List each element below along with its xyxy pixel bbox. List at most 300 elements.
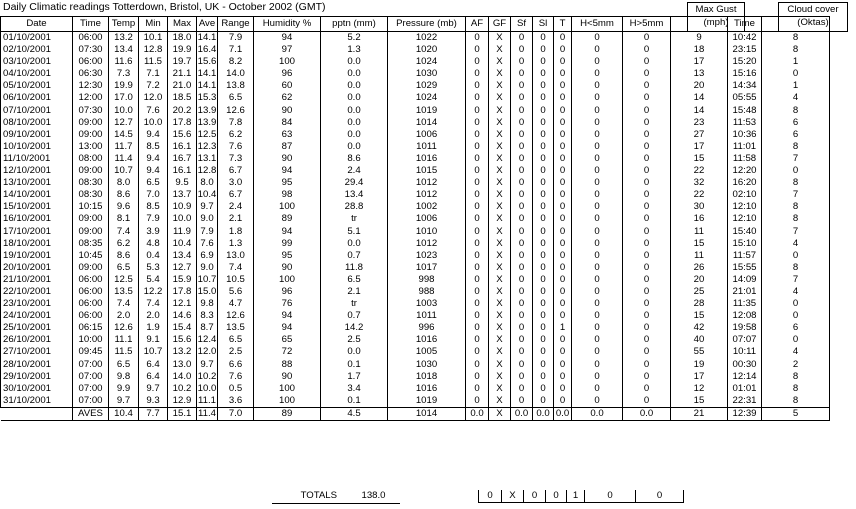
- cell-max-gust: 18: [671, 44, 728, 56]
- cell-max: 12.9: [168, 395, 197, 408]
- cell-gust-time: 15:10: [728, 238, 762, 250]
- table-row: [1, 346, 830, 358]
- col-header-gust-time: Time: [728, 17, 762, 32]
- cell-gust-time: 10:36: [728, 129, 762, 141]
- table-row: [1, 129, 830, 141]
- cell-range: 4.7: [218, 298, 254, 310]
- col-header-max-gust: [671, 17, 728, 32]
- totals-label: TOTALS: [300, 490, 337, 501]
- cell-gust-time: 07:07: [728, 334, 762, 346]
- cell-ave: 12.3: [197, 140, 217, 152]
- cell-sf: 0: [511, 32, 533, 45]
- cell-temp: 13.4: [109, 44, 139, 56]
- max-gust-header-line2: (mph): [703, 17, 729, 28]
- cell-af: 0: [466, 395, 489, 408]
- table-row: [1, 189, 830, 201]
- cell-date: 29/10/2001: [1, 371, 73, 383]
- cell-h-over-5mm: 0: [623, 250, 671, 262]
- cell-min: 7.6: [139, 105, 168, 117]
- table-row: [1, 383, 830, 395]
- cell-temp: 12.7: [109, 117, 139, 129]
- cell-pressure: 1003: [388, 298, 466, 310]
- table-row: [1, 56, 830, 68]
- cell-max-gust: 28: [671, 298, 728, 310]
- cell-ave: 8.7: [197, 322, 218, 334]
- cell-max: 21.1: [168, 68, 197, 80]
- cell-time: 07:00: [73, 395, 109, 408]
- cell-max-gust: 27: [671, 129, 728, 141]
- cell-temp: 11.7: [109, 141, 139, 153]
- cell-max-gust: 25: [671, 286, 728, 298]
- cell-pptn: 0.0: [321, 141, 388, 153]
- cell-max: 12.1: [168, 298, 197, 310]
- cell-h-over-5mm: 0: [623, 226, 671, 238]
- avg-sf: 0.0: [511, 407, 533, 420]
- cell-sl: 0: [533, 359, 554, 371]
- cell-range: 1.3: [218, 238, 254, 250]
- cell-min: 10.0: [139, 117, 168, 129]
- cell-sl: 0: [533, 92, 554, 104]
- totals-table: [272, 490, 407, 502]
- cell-max-gust: 40: [671, 334, 728, 346]
- cell-h-under-5mm: 0: [572, 322, 623, 334]
- avg-range: 7.0: [218, 407, 254, 420]
- cell-humidity: 94: [254, 226, 321, 238]
- cell-cloud-cover: 0: [762, 334, 830, 346]
- table-row: [1, 105, 830, 117]
- cell-sf: 0: [511, 129, 533, 141]
- avg-humidity: 89: [254, 407, 321, 420]
- cell-min: 10.1: [139, 32, 168, 45]
- cell-range: 2.1: [218, 213, 254, 225]
- cell-sl: 0: [533, 298, 554, 310]
- cell-t: 0: [554, 213, 572, 225]
- cell-h-under-5mm: 0: [572, 165, 623, 177]
- table-row: [1, 44, 830, 56]
- cell-gust-time: 01:01: [728, 383, 762, 395]
- cell-humidity: 94: [254, 322, 321, 334]
- cell-af: 0: [466, 262, 489, 274]
- cell-ave: 14.1: [197, 80, 217, 92]
- cell-time: 09:00: [73, 129, 109, 141]
- cell-t: 0: [554, 141, 572, 153]
- cell-sl: 0: [533, 346, 554, 358]
- cell-af: 0: [466, 105, 489, 117]
- cell-range: 3.0: [218, 177, 254, 189]
- cell-h-over-5mm: 0: [623, 129, 671, 141]
- cell-h-under-5mm: 0: [572, 286, 623, 298]
- cell-min: 5.3: [139, 262, 168, 274]
- cell-min: 4.8: [139, 238, 168, 250]
- cell-range: 6.5: [218, 334, 254, 346]
- cell-range: 7.4: [218, 262, 254, 274]
- cell-ave: 10.7: [197, 273, 217, 285]
- cell-h-under-5mm: 0: [572, 346, 623, 358]
- cell-max-gust: 17: [671, 56, 728, 68]
- cell-max-gust: 22: [671, 189, 728, 201]
- cell-temp: 8.1: [109, 213, 139, 225]
- cell-max: 15.6: [168, 129, 197, 141]
- cell-af: 0: [466, 238, 489, 250]
- cell-ave: 10.4: [197, 189, 217, 201]
- cell-gf: X: [489, 250, 511, 262]
- cell-af: 0: [466, 226, 489, 238]
- totals-af: 0: [479, 490, 502, 503]
- cell-cloud-cover: 7: [762, 189, 830, 201]
- cell-max-gust: 30: [671, 201, 728, 213]
- cell-t: 0: [554, 262, 572, 274]
- cell-max-gust: 22: [671, 165, 728, 177]
- cell-date: 17/10/2001: [1, 226, 73, 238]
- cell-max: 21.0: [168, 80, 197, 92]
- cell-max: 18.0: [168, 32, 197, 45]
- cell-h-over-5mm: 0: [623, 310, 671, 322]
- cell-temp: 7.3: [109, 68, 139, 80]
- cell-humidity: 62: [254, 92, 321, 104]
- cell-h-under-5mm: 0: [572, 238, 623, 250]
- cell-sf: 0: [511, 68, 533, 80]
- cell-humidity: 72: [254, 346, 321, 358]
- cell-date: 18/10/2001: [1, 238, 73, 250]
- cell-time: 09:45: [73, 346, 109, 358]
- cell-humidity: 100: [254, 201, 321, 213]
- cell-gf: X: [489, 80, 511, 92]
- cell-sl: 0: [533, 189, 554, 201]
- avg-sl: 0.0: [533, 407, 554, 420]
- cell-af: 0: [466, 56, 489, 68]
- table-row: [1, 334, 830, 346]
- cell-time: 09:00: [73, 213, 109, 225]
- cell-pptn: 0.0: [321, 117, 388, 129]
- avg-temp: 10.4: [109, 407, 139, 420]
- cell-date: 03/10/2001: [1, 56, 73, 68]
- cell-time: 10:00: [73, 334, 109, 346]
- cell-h-over-5mm: 0: [623, 359, 671, 371]
- cell-ave: 9.7: [197, 201, 218, 213]
- cell-temp: 8.6: [109, 250, 139, 262]
- cell-h-under-5mm: 0: [572, 371, 623, 383]
- cell-ave: 13.9: [197, 116, 217, 128]
- cell-h-under-5mm: 0: [572, 32, 623, 45]
- cell-cloud-cover: 0: [762, 310, 830, 322]
- cell-min: 7.9: [139, 213, 168, 225]
- cell-time: 08:30: [73, 189, 109, 201]
- cell-date: 23/10/2001: [1, 298, 73, 310]
- cell-date: 01/10/2001: [1, 32, 73, 45]
- cell-sf: 0: [511, 117, 533, 129]
- cell-gf: X: [489, 310, 511, 322]
- cell-ave: 8.3: [197, 310, 218, 322]
- avg-h-under-5mm: 0.0: [572, 407, 623, 420]
- cell-gust-time: 10:42: [728, 32, 762, 45]
- cell-gf: X: [489, 44, 511, 56]
- cell-max: 15.4: [168, 322, 197, 334]
- cell-t: 0: [554, 92, 572, 104]
- cell-max-gust: 20: [671, 80, 728, 92]
- cell-pressure: 1002: [388, 201, 466, 213]
- cell-max: 10.2: [168, 383, 197, 395]
- cell-time: 06:00: [73, 274, 109, 286]
- col-header-humidity: Humidity %: [254, 17, 321, 32]
- cell-time: 07:00: [73, 359, 109, 371]
- cell-min: 7.4: [139, 298, 168, 310]
- col-header-sf: Sf: [511, 17, 533, 32]
- cell-pressure: 1006: [388, 213, 466, 225]
- cell-humidity: 94: [254, 310, 321, 322]
- cell-pressure: 1015: [388, 165, 466, 177]
- cell-gust-time: 16:20: [728, 177, 762, 189]
- cell-sl: 0: [533, 105, 554, 117]
- cell-ave: 15.0: [197, 285, 217, 297]
- cell-range: 6.5: [218, 92, 254, 104]
- cell-pptn: 0.7: [321, 310, 388, 322]
- avg-af: 0.0: [466, 407, 489, 420]
- avg-h-over-5mm: 0.0: [623, 407, 671, 420]
- cell-range: 12.6: [218, 310, 254, 322]
- cell-af: 0: [466, 80, 489, 92]
- cell-h-under-5mm: 0: [572, 92, 623, 104]
- cell-temp: 17.0: [109, 92, 139, 104]
- cell-min: 12.8: [139, 44, 168, 56]
- avg-t: 0.0: [554, 407, 572, 420]
- cell-t: 0: [554, 201, 572, 213]
- cell-af: 0: [466, 274, 489, 286]
- cell-ave: 12.0: [197, 346, 217, 358]
- cell-date: 21/10/2001: [1, 274, 73, 286]
- cell-min: 8.5: [139, 141, 168, 153]
- cell-gust-time: 11:01: [728, 141, 762, 153]
- cell-gf: X: [489, 177, 511, 189]
- cell-pptn: tr: [321, 213, 388, 225]
- cloud-cover-header-line1: Cloud cover: [787, 4, 839, 15]
- cell-temp: 13.5: [109, 286, 139, 298]
- table-row: [1, 80, 830, 92]
- cell-af: 0: [466, 371, 489, 383]
- cell-sf: 0: [511, 322, 533, 334]
- cell-time: 09:00: [73, 117, 109, 129]
- avg-max: 15.1: [168, 407, 197, 420]
- cell-af: 0: [466, 92, 489, 104]
- cell-gf: X: [489, 92, 511, 104]
- cell-range: 5.6: [218, 286, 254, 298]
- cell-humidity: 94: [254, 32, 321, 45]
- cell-pressure: 988: [388, 286, 466, 298]
- cell-gf: X: [489, 359, 511, 371]
- cell-sf: 0: [511, 153, 533, 165]
- cell-sl: 0: [533, 274, 554, 286]
- avg-gust-time: 12:39: [728, 407, 762, 420]
- cell-min: 7.0: [139, 189, 168, 201]
- cell-h-over-5mm: 0: [623, 92, 671, 104]
- cell-t: 0: [554, 310, 572, 322]
- cell-h-over-5mm: 0: [623, 298, 671, 310]
- col-header-t: T: [554, 17, 572, 32]
- cell-max-gust: 14: [671, 105, 728, 117]
- cell-t: 0: [554, 346, 572, 358]
- cell-pressure: 1005: [388, 346, 466, 358]
- cell-h-under-5mm: 0: [572, 189, 623, 201]
- cell-t: 0: [554, 395, 572, 408]
- cell-af: 0: [466, 117, 489, 129]
- cell-time: 09:00: [73, 165, 109, 177]
- cell-h-over-5mm: 0: [623, 201, 671, 213]
- cell-max: 19.9: [168, 44, 197, 56]
- table-row: [1, 92, 830, 104]
- cell-t: 0: [554, 129, 572, 141]
- cell-ave: 7.6: [197, 238, 218, 250]
- cell-sf: 0: [511, 238, 533, 250]
- cell-t: 0: [554, 153, 572, 165]
- cell-max-gust: 20: [671, 274, 728, 286]
- cell-af: 0: [466, 213, 489, 225]
- cell-cloud-cover: 6: [762, 117, 830, 129]
- cell-pptn: tr: [321, 298, 388, 310]
- cell-humidity: 84: [254, 117, 321, 129]
- cell-h-over-5mm: 0: [623, 141, 671, 153]
- cell-h-over-5mm: 0: [623, 165, 671, 177]
- cell-temp: 10.7: [109, 165, 139, 177]
- cell-h-under-5mm: 0: [572, 226, 623, 238]
- cell-gust-time: 12:10: [728, 201, 762, 213]
- cell-af: 0: [466, 32, 489, 45]
- cell-sl: 0: [533, 383, 554, 395]
- cell-pressure: 1011: [388, 310, 466, 322]
- table-row: [1, 250, 830, 262]
- cell-min: 9.3: [139, 395, 168, 408]
- cell-humidity: 96: [254, 286, 321, 298]
- cell-gust-time: 11:53: [728, 117, 762, 129]
- cell-cloud-cover: 8: [762, 177, 830, 189]
- table-row: [1, 141, 830, 153]
- climate-table: [0, 16, 830, 421]
- col-header-cloud-cover: [762, 17, 830, 32]
- cell-temp: 12.5: [109, 274, 139, 286]
- cell-max-gust: 11: [671, 226, 728, 238]
- totals-h-over-5mm: 0: [636, 490, 684, 503]
- cell-time: 08:30: [73, 177, 109, 189]
- col-header-range: Range: [218, 17, 254, 32]
- cell-gf: X: [489, 274, 511, 286]
- cell-date: 14/10/2001: [1, 189, 73, 201]
- cell-min: 9.1: [139, 334, 168, 346]
- cell-gf: X: [489, 117, 511, 129]
- cell-t: 0: [554, 226, 572, 238]
- cell-range: 7.6: [218, 371, 254, 383]
- cell-af: 0: [466, 322, 489, 334]
- cell-gust-time: 14:09: [728, 274, 762, 286]
- cell-cloud-cover: 4: [762, 286, 830, 298]
- cell-af: 0: [466, 165, 489, 177]
- cell-af: 0: [466, 359, 489, 371]
- cell-gf: X: [489, 32, 511, 45]
- cell-h-under-5mm: 0: [572, 68, 623, 80]
- table-row: [1, 262, 830, 274]
- cell-h-under-5mm: 0: [572, 177, 623, 189]
- cell-h-over-5mm: 0: [623, 286, 671, 298]
- cell-max-gust: 32: [671, 177, 728, 189]
- cell-date: 10/10/2001: [1, 141, 73, 153]
- cell-pptn: 0.0: [321, 238, 388, 250]
- cell-h-over-5mm: 0: [623, 346, 671, 358]
- cell-time: 06:00: [73, 286, 109, 298]
- cell-h-under-5mm: 0: [572, 274, 623, 286]
- cell-t: 0: [554, 189, 572, 201]
- cell-cloud-cover: 0: [762, 165, 830, 177]
- cell-sf: 0: [511, 80, 533, 92]
- cell-temp: 11.5: [109, 346, 139, 358]
- col-header-temp: Temp: [109, 17, 139, 32]
- cell-ave: 10.0: [197, 382, 217, 394]
- cell-gust-time: 11:58: [728, 153, 762, 165]
- cell-pressure: 1018: [388, 371, 466, 383]
- cell-h-under-5mm: 0: [572, 250, 623, 262]
- cell-pressure: 1012: [388, 238, 466, 250]
- cell-ave: 9.0: [197, 262, 218, 274]
- cell-h-over-5mm: 0: [623, 383, 671, 395]
- cell-max-gust: 16: [671, 213, 728, 225]
- cell-sl: 0: [533, 129, 554, 141]
- cell-gf: X: [489, 322, 511, 334]
- cell-max-gust: 14: [671, 92, 728, 104]
- cell-cloud-cover: 4: [762, 238, 830, 250]
- cell-time: 13:00: [73, 141, 109, 153]
- cell-date: 24/10/2001: [1, 310, 73, 322]
- cell-pressure: 1017: [388, 262, 466, 274]
- cell-gust-time: 00:30: [728, 359, 762, 371]
- cell-temp: 6.2: [109, 238, 139, 250]
- cell-t: 0: [554, 359, 572, 371]
- cell-af: 0: [466, 129, 489, 141]
- cell-date: 11/10/2001: [1, 153, 73, 165]
- cell-h-over-5mm: 0: [623, 177, 671, 189]
- cell-max-gust: 15: [671, 310, 728, 322]
- header-row: [1, 17, 830, 32]
- cell-min: 12.0: [139, 92, 168, 104]
- cell-h-over-5mm: 0: [623, 117, 671, 129]
- cell-cloud-cover: 0: [762, 298, 830, 310]
- cell-range: 2.4: [218, 201, 254, 213]
- cell-ave: 14.1: [197, 68, 217, 80]
- cell-range: 6.7: [218, 189, 254, 201]
- cell-date: 27/10/2001: [1, 346, 73, 358]
- cell-min: 11.5: [139, 56, 168, 68]
- cell-temp: 9.9: [109, 383, 139, 395]
- cell-sf: 0: [511, 201, 533, 213]
- cell-sl: 0: [533, 250, 554, 262]
- cell-pptn: 0.0: [321, 92, 388, 104]
- cell-h-under-5mm: 0: [572, 44, 623, 56]
- cell-gf: X: [489, 201, 511, 213]
- cell-sl: 0: [533, 226, 554, 238]
- cell-ave: 16.4: [197, 44, 217, 56]
- cell-sf: 0: [511, 334, 533, 346]
- cell-cloud-cover: 1: [762, 80, 830, 92]
- cell-h-under-5mm: 0: [572, 298, 623, 310]
- cell-min: 1.9: [139, 322, 168, 334]
- cell-sf: 0: [511, 346, 533, 358]
- cell-time: 10:15: [73, 201, 109, 213]
- cell-t: 0: [554, 165, 572, 177]
- cell-pptn: 1.3: [321, 44, 388, 56]
- cell-temp: 8.0: [109, 177, 139, 189]
- cell-pptn: 6.5: [321, 274, 388, 286]
- cell-t: 0: [554, 32, 572, 45]
- cell-time: 06:00: [73, 298, 109, 310]
- cell-sf: 0: [511, 383, 533, 395]
- cell-range: 12.6: [218, 105, 254, 117]
- page-title: Daily Climatic readings Totterdown, Bristol, UK - October 2002 (GMT): [3, 1, 326, 13]
- cell-pptn: 1.7: [321, 371, 388, 383]
